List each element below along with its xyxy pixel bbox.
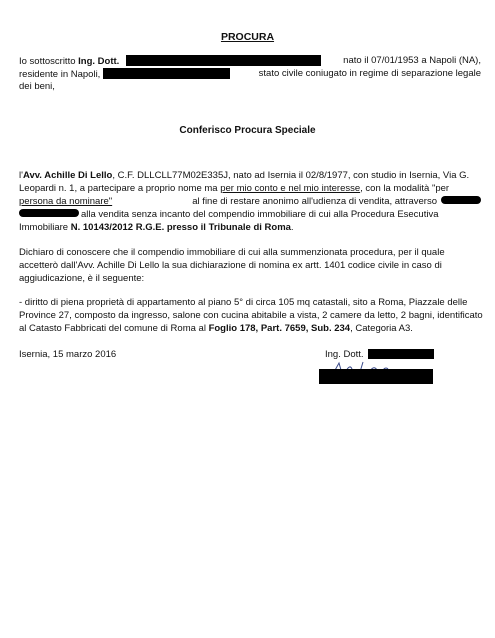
civil-status-text: stato civile coniugato in regime di separazione legale xyxy=(258,68,481,79)
document-title: PROCURA xyxy=(220,31,275,43)
para1-line-2: Leopardi n. 1, a partecipare a proprio nome ma per mio conto e nel mio interesse, con la modalità "per xyxy=(19,183,450,194)
residence-text: residente in Napoli, xyxy=(19,69,101,80)
redacted-signature xyxy=(319,369,433,384)
intro-line-2 xyxy=(19,68,481,81)
para2-line-2: accetterò dall'Avv. Achille Di Lello la sua dichiarazione di nomina ex artt. 1401 codice civile in caso di xyxy=(19,260,442,271)
intro-line-1 xyxy=(19,55,481,68)
underlined-nominee-clause: persona da nominare" xyxy=(19,196,113,207)
para1-line-4: alla vendita senza incanto del compendio immobiliare di cui alla Procedura Esecutiva xyxy=(19,209,481,221)
para1-line-1: l'Avv. Achille Di Lello, C.F. DLLCLL77M02E335J, nato ad Isernia il 02/8/1977, con studio in Isernia, Via G. xyxy=(19,170,470,181)
section-title: Conferisco Procura Speciale xyxy=(179,125,316,136)
redaction-scribble xyxy=(19,209,79,217)
para2-line-3: aggiudicazione, è il seguente: xyxy=(19,273,145,284)
para3-line-2: Province 27, composto da ingresso, salone con cucina abitabile a vista, 2 camere da letto, 2 bagni, identificato xyxy=(19,310,483,321)
place-date: Isernia, 15 marzo 2016 xyxy=(19,349,117,360)
attorney-name: Avv. Achille Di Lello xyxy=(22,170,113,181)
redacted-name xyxy=(126,55,321,66)
intro-birth-text: nato il 07/01/1953 a Napoli (NA), xyxy=(343,55,481,66)
underlined-clause: per mio conto e nel mio interesse xyxy=(220,183,361,194)
redacted-address xyxy=(103,68,230,79)
redaction-scribble xyxy=(441,196,481,204)
case-number: N. 10143/2012 R.G.E. presso il Tribunale di Roma xyxy=(70,222,291,233)
principal-title: Ing. Dott. xyxy=(78,56,120,67)
intro-text: Io sottoscritto xyxy=(19,56,79,67)
para3-line-1: - diritto di piena proprietà di appartamento al piano 5° di circa 105 mq catastali, sito a Roma, Piazzale delle xyxy=(19,297,468,308)
para3-line-3: al Catasto Fabbricati del comune di Roma al Foglio 178, Part. 7659, Sub. 234, Categoria A3. xyxy=(19,323,413,334)
para1-line-3: persona da nominare" al fine di restare anonimo all'udienza di vendita, attraverso xyxy=(19,196,481,208)
para2-line-1: Dichiaro di conoscere che il compendio immobiliare di cui alla summenzionata procedura, per il quale xyxy=(19,247,445,258)
para1-line-5: Immobiliare N. 10143/2012 R.G.E. presso il Tribunale di Roma. xyxy=(19,222,294,233)
intro-line-3: dei beni, xyxy=(19,81,55,92)
redacted-signatory-name xyxy=(368,349,434,359)
cadastral-reference: Foglio 178, Part. 7659, Sub. 234 xyxy=(208,323,351,334)
signatory-title: Ing. Dott. xyxy=(325,349,364,360)
